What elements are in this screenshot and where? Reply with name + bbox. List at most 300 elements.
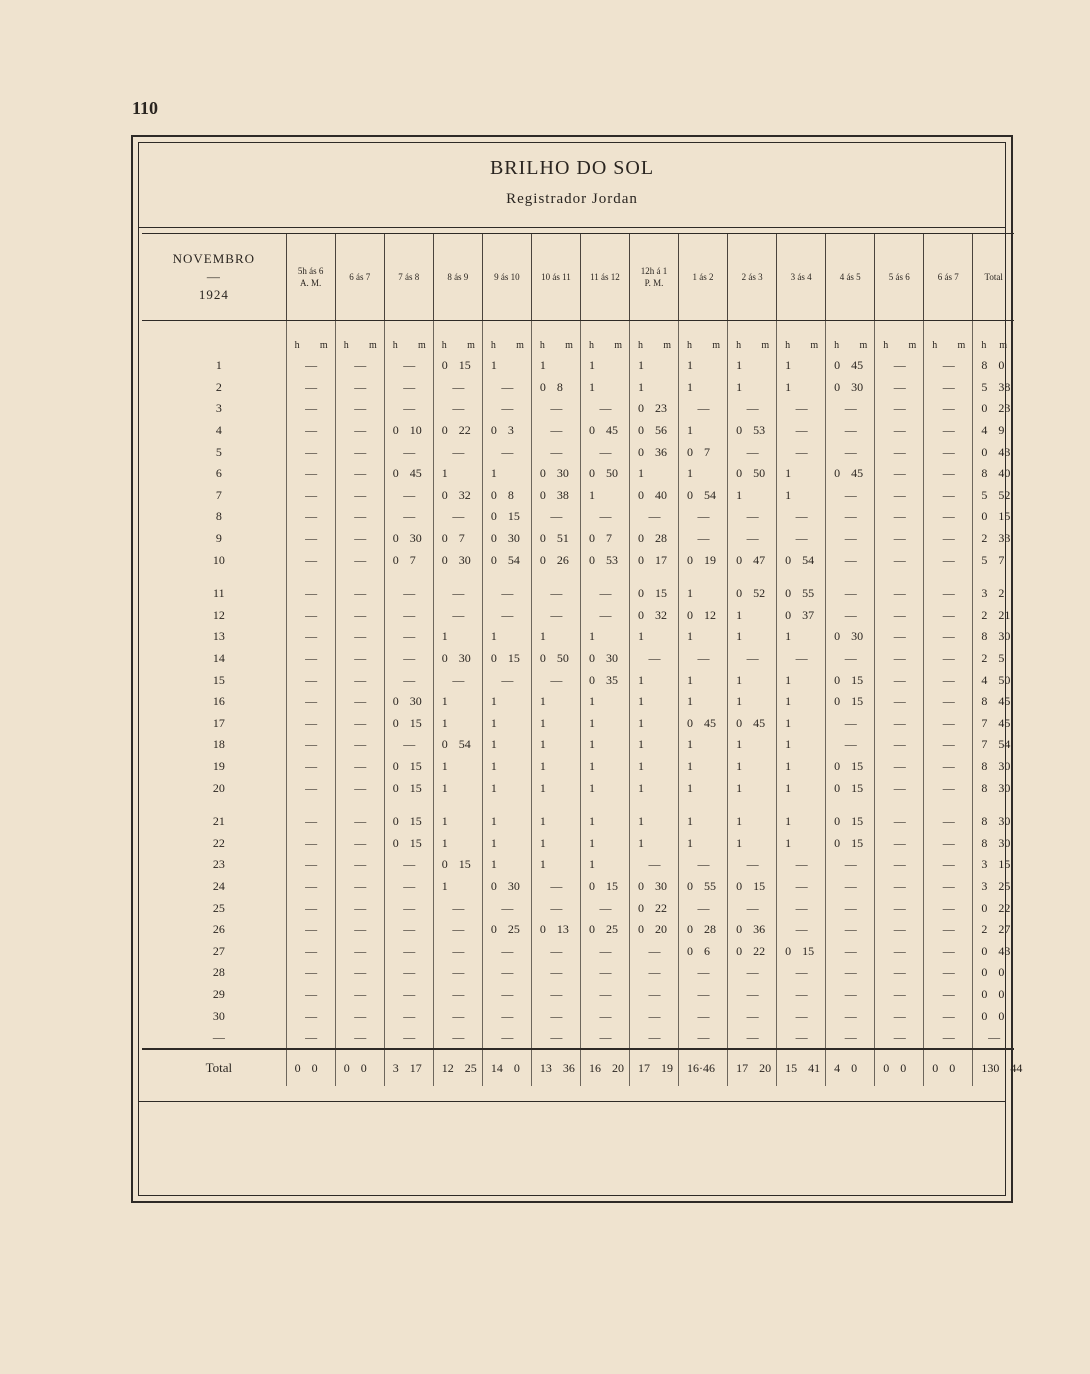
table-cell (679, 355, 728, 377)
table-cell (286, 756, 335, 778)
cell-value: — (550, 1030, 563, 1045)
column-header (777, 234, 826, 321)
cell-value: 1 (588, 629, 595, 644)
table-cell (482, 583, 531, 605)
table-cell (384, 605, 433, 627)
cell-value: — (844, 607, 857, 622)
cell-value: 0 3 (490, 423, 514, 438)
table-cell (286, 734, 335, 756)
cell-value: — (746, 1030, 759, 1045)
cell-value: — (550, 586, 563, 601)
unit-hours: h (981, 340, 987, 351)
cell-value: 0 55 (785, 586, 815, 601)
cell-value: — (893, 358, 906, 373)
table-cell (335, 984, 384, 1006)
table-cell (777, 398, 826, 420)
cell-value: — (452, 922, 465, 937)
table-row (142, 832, 1014, 854)
table-cell (531, 506, 580, 528)
table-cell (728, 355, 777, 377)
cell-value: 1 (687, 586, 694, 601)
table-cell (286, 811, 335, 833)
table-cell (924, 1049, 973, 1086)
table-cell (286, 897, 335, 919)
cell-value: — (942, 1030, 955, 1045)
cell-value: — (893, 379, 906, 394)
day-cell: 11 (213, 586, 225, 601)
cell-value: — (305, 607, 318, 622)
table-cell (777, 528, 826, 550)
page-number: 110 (132, 98, 159, 118)
cell-value: 1 (588, 758, 595, 773)
table-cell (826, 713, 875, 735)
cell-value: 0 15 (441, 358, 471, 373)
cell-value: 8 30 (981, 835, 1011, 850)
table-cell (580, 485, 629, 507)
table-cell (629, 940, 678, 962)
cell-value: 1 (736, 835, 743, 850)
table-cell (433, 485, 482, 507)
table-cell (482, 811, 531, 833)
spacer-cell (777, 799, 826, 811)
unit-hours: h (736, 340, 742, 351)
cell-value: — (942, 552, 955, 567)
table-cell (580, 648, 629, 670)
total-row (142, 1049, 1014, 1086)
cell-value: — (354, 651, 367, 666)
cell-value: — (403, 629, 416, 644)
cell-value: — (305, 586, 318, 601)
cell-value: — (795, 900, 808, 915)
table-cell (728, 876, 777, 898)
table-cell (679, 811, 728, 833)
table-cell (286, 626, 335, 648)
cell-value: — (354, 780, 367, 795)
cell-value: 7 54 (981, 737, 1011, 752)
table-cell (433, 441, 482, 463)
cell-value: — (942, 401, 955, 416)
column-header-line1: 1 ás 2 (692, 272, 714, 282)
table-cell (826, 355, 875, 377)
cell-value: — (844, 878, 857, 893)
cell-value: 1 (736, 379, 743, 394)
table-cell (973, 756, 1014, 778)
table-cell (826, 854, 875, 876)
table-cell (924, 441, 973, 463)
cell-value: 1 (785, 835, 792, 850)
table-cell (384, 876, 433, 898)
table-row (142, 485, 1014, 507)
cell-value: 1 (441, 629, 448, 644)
cell-value: — (403, 509, 416, 524)
table-cell (826, 485, 875, 507)
cell-value: — (844, 1008, 857, 1023)
cell-value: — (452, 943, 465, 958)
cell-value: 0 15 (834, 758, 864, 773)
cell-value: 1 (588, 737, 595, 752)
cell-value: 1 (637, 358, 644, 373)
cell-value: 0 23 (637, 401, 667, 416)
table-cell (482, 441, 531, 463)
table-cell (728, 549, 777, 571)
table-cell (384, 1027, 433, 1050)
table-cell (728, 940, 777, 962)
cell-value: — (795, 922, 808, 937)
cell-value: 17 20 (736, 1060, 772, 1075)
table-cell (826, 984, 875, 1006)
table-cell (973, 583, 1014, 605)
table-cell (973, 919, 1014, 941)
table-cell (875, 398, 924, 420)
cell-value: — (893, 487, 906, 502)
cell-value: — (844, 401, 857, 416)
table-row (142, 876, 1014, 898)
cell-value: 1 (785, 780, 792, 795)
table-cell (531, 919, 580, 941)
table-cell (924, 583, 973, 605)
table-cell (482, 854, 531, 876)
cell-value: — (403, 358, 416, 373)
month-label: NOVEMBRO (172, 251, 256, 266)
cell-value: — (305, 814, 318, 829)
table-cell (973, 528, 1014, 550)
table-cell (875, 691, 924, 713)
table-cell (924, 984, 973, 1006)
table-cell (335, 777, 384, 799)
cell-value: — (305, 878, 318, 893)
cell-value: 0 15 (392, 758, 422, 773)
cell-value: — (893, 715, 906, 730)
cell-value: — (893, 694, 906, 709)
spacer-cell (531, 571, 580, 583)
day-cell: 7 (215, 487, 222, 502)
cell-value: — (746, 531, 759, 546)
cell-value: — (501, 586, 514, 601)
cell-value: — (403, 1030, 416, 1045)
table-cell (924, 1027, 973, 1050)
column-header-line1: 6 ás 7 (349, 272, 371, 282)
cell-value: — (599, 509, 612, 524)
table-cell (679, 940, 728, 962)
cell-value: — (844, 986, 857, 1001)
cell-value: 0 30 (392, 694, 422, 709)
cell-value: 1 (785, 358, 792, 373)
cell-value: — (795, 444, 808, 459)
cell-value: 1 (490, 737, 497, 752)
table-cell (924, 528, 973, 550)
units-cell (679, 321, 728, 356)
table-cell (679, 506, 728, 528)
units-cell (924, 321, 973, 356)
table-cell (973, 485, 1014, 507)
cell-value: 0 20 (637, 922, 667, 937)
table-cell (679, 528, 728, 550)
table-cell (679, 463, 728, 485)
table-cell (728, 897, 777, 919)
page-title: BRILHO DO SOL (489, 157, 655, 179)
cell-value: 1 (736, 672, 743, 687)
table-cell (777, 897, 826, 919)
units-cell (286, 321, 335, 356)
table-cell (531, 811, 580, 833)
units-cell (531, 321, 580, 356)
cell-value: — (844, 715, 857, 730)
table-cell (826, 691, 875, 713)
table-cell (335, 940, 384, 962)
spacer-cell (629, 571, 678, 583)
cell-value: 1 (785, 629, 792, 644)
cell-value: 1 (736, 737, 743, 752)
table-cell (580, 377, 629, 399)
cell-value: 1 (441, 715, 448, 730)
spacer-row (142, 571, 1014, 583)
month-header (142, 234, 286, 321)
column-header (973, 234, 1014, 321)
table-cell (286, 854, 335, 876)
unit-minutes: m (319, 340, 328, 351)
cell-value: — (795, 423, 808, 438)
cell-value: — (795, 878, 808, 893)
cell-value: — (942, 922, 955, 937)
cell-value: 5 38 (981, 379, 1011, 394)
cell-value: — (893, 965, 906, 980)
cell-value: — (501, 672, 514, 687)
table-cell (875, 777, 924, 799)
table-cell (924, 919, 973, 941)
table-cell (335, 1049, 384, 1086)
table-row (142, 777, 1014, 799)
table-cell (629, 756, 678, 778)
table-cell (973, 420, 1014, 442)
cell-value: — (403, 401, 416, 416)
table-cell (482, 713, 531, 735)
table-cell (777, 583, 826, 605)
table-cell (777, 463, 826, 485)
cell-value: — (550, 986, 563, 1001)
cell-value: — (942, 835, 955, 850)
spacer-cell (433, 571, 482, 583)
cell-value: — (942, 379, 955, 394)
table-cell (433, 420, 482, 442)
cell-value: 12 25 (441, 1060, 477, 1075)
cell-value: — (354, 758, 367, 773)
spacer-cell (580, 799, 629, 811)
cell-value: — (844, 943, 857, 958)
cell-value: — (354, 509, 367, 524)
cell-value: — (795, 651, 808, 666)
table-cell (286, 1049, 335, 1086)
cell-value: — (550, 444, 563, 459)
cell-value: — (648, 943, 661, 958)
day-cell: 27 (212, 943, 225, 958)
cell-value: 0 26 (539, 552, 569, 567)
table-row (142, 734, 1014, 756)
unit-minutes: m (614, 340, 622, 351)
table-cell (679, 583, 728, 605)
cell-value: 1 (687, 758, 694, 773)
table-cell (875, 648, 924, 670)
cell-value: 14 0 (490, 1060, 520, 1075)
table-row (142, 583, 1014, 605)
column-header (384, 234, 433, 321)
cell-value: 0 32 (637, 607, 667, 622)
cell-value: — (550, 423, 563, 438)
table-cell (629, 1005, 678, 1027)
cell-value: — (452, 986, 465, 1001)
cell-value: 0 25 (490, 922, 520, 937)
table-cell (826, 734, 875, 756)
units-cell (973, 321, 1014, 356)
spacer-cell (777, 571, 826, 583)
table-frame (131, 135, 1023, 1203)
table-cell (384, 549, 433, 571)
table-cell (777, 377, 826, 399)
table-cell (384, 463, 433, 485)
cell-value: — (942, 857, 955, 872)
table-cell (286, 832, 335, 854)
spacer-cell (973, 799, 1014, 811)
cell-value: 0 38 (539, 487, 569, 502)
table-cell (728, 811, 777, 833)
table-cell (384, 583, 433, 605)
day-cell: 20 (212, 780, 225, 795)
table-cell (433, 605, 482, 627)
cell-value: — (354, 423, 367, 438)
spacer-cell (924, 571, 973, 583)
column-header (433, 234, 482, 321)
table-cell (531, 441, 580, 463)
table-cell (433, 832, 482, 854)
spacer-cell (384, 571, 433, 583)
table-cell (875, 876, 924, 898)
table-cell (875, 1005, 924, 1027)
cell-value: 3 17 (392, 1060, 422, 1075)
spacer-cell (728, 799, 777, 811)
table-cell (728, 583, 777, 605)
cell-value: — (599, 986, 612, 1001)
cell-value: — (354, 379, 367, 394)
table-cell (924, 398, 973, 420)
cell-value: 0 56 (637, 423, 667, 438)
cell-value: 0 23 (981, 401, 1011, 416)
cell-value: — (893, 1008, 906, 1023)
cell-value: — (893, 780, 906, 795)
table-cell (433, 897, 482, 919)
table-cell (384, 669, 433, 691)
table-cell (777, 940, 826, 962)
table-cell (384, 648, 433, 670)
cell-value: 0 45 (834, 358, 864, 373)
year-label: 1924 (198, 287, 229, 302)
cell-value: — (942, 715, 955, 730)
cell-value: 2 5 (981, 651, 1005, 666)
cell-value: — (942, 444, 955, 459)
unit-minutes: m (565, 340, 573, 351)
table-cell (433, 919, 482, 941)
cell-value: 0 15 (588, 878, 618, 893)
cell-value: — (746, 651, 759, 666)
unit-hours: h (392, 340, 398, 351)
table-cell (826, 897, 875, 919)
table-cell (433, 1005, 482, 1027)
cell-value: 1 (687, 423, 694, 438)
spacer-cell (973, 571, 1014, 583)
table-cell (826, 962, 875, 984)
table-cell (286, 583, 335, 605)
cell-value: — (305, 835, 318, 850)
cell-value: 0 10 (392, 423, 422, 438)
cell-value: — (354, 857, 367, 872)
cell-value: 2 33 (981, 531, 1011, 546)
table-cell (826, 756, 875, 778)
spacer-cell (728, 571, 777, 583)
cell-value: — (893, 629, 906, 644)
cell-value: — (501, 379, 514, 394)
cell-value: — (403, 672, 416, 687)
cell-value: 1 (588, 780, 595, 795)
cell-value: 0 30 (834, 379, 864, 394)
table-cell (875, 463, 924, 485)
cell-value: — (403, 857, 416, 872)
table-cell (728, 648, 777, 670)
table-cell (679, 648, 728, 670)
table-cell (433, 355, 482, 377)
table-cell (580, 811, 629, 833)
spacer-row (142, 799, 1014, 811)
table-cell (433, 463, 482, 485)
table-cell (482, 734, 531, 756)
table-cell (286, 919, 335, 941)
table-cell (335, 811, 384, 833)
table-cell (384, 441, 433, 463)
table-cell (384, 811, 433, 833)
table-cell (826, 528, 875, 550)
table-cell (531, 398, 580, 420)
cell-value: — (354, 444, 367, 459)
table-cell (728, 626, 777, 648)
table-inner-frame (138, 142, 1023, 1196)
cell-value: — (795, 857, 808, 872)
cell-value: — (893, 401, 906, 416)
table-cell (629, 377, 678, 399)
table-cell (777, 485, 826, 507)
table-cell (482, 420, 531, 442)
cell-value: 0 45 (392, 466, 422, 481)
table-cell (482, 940, 531, 962)
cell-value: 1 (588, 358, 595, 373)
cell-value: 16·46 (687, 1060, 716, 1075)
table-row (142, 626, 1014, 648)
table-row (142, 398, 1014, 420)
cell-value: — (305, 651, 318, 666)
cell-value: 2 21 (981, 607, 1011, 622)
cell-value: — (452, 672, 465, 687)
table-cell (973, 691, 1014, 713)
table-cell (384, 734, 433, 756)
cell-value: 8 0 (981, 358, 1005, 373)
cell-value: — (305, 629, 318, 644)
cell-value: — (942, 466, 955, 481)
table-cell (286, 398, 335, 420)
table-cell (335, 691, 384, 713)
table-cell (384, 777, 433, 799)
cell-value: 0 30 (539, 466, 569, 481)
table-row (142, 506, 1014, 528)
cell-value: 1 (736, 780, 743, 795)
cell-value: — (354, 358, 367, 373)
table-cell (679, 605, 728, 627)
table-cell (728, 1005, 777, 1027)
